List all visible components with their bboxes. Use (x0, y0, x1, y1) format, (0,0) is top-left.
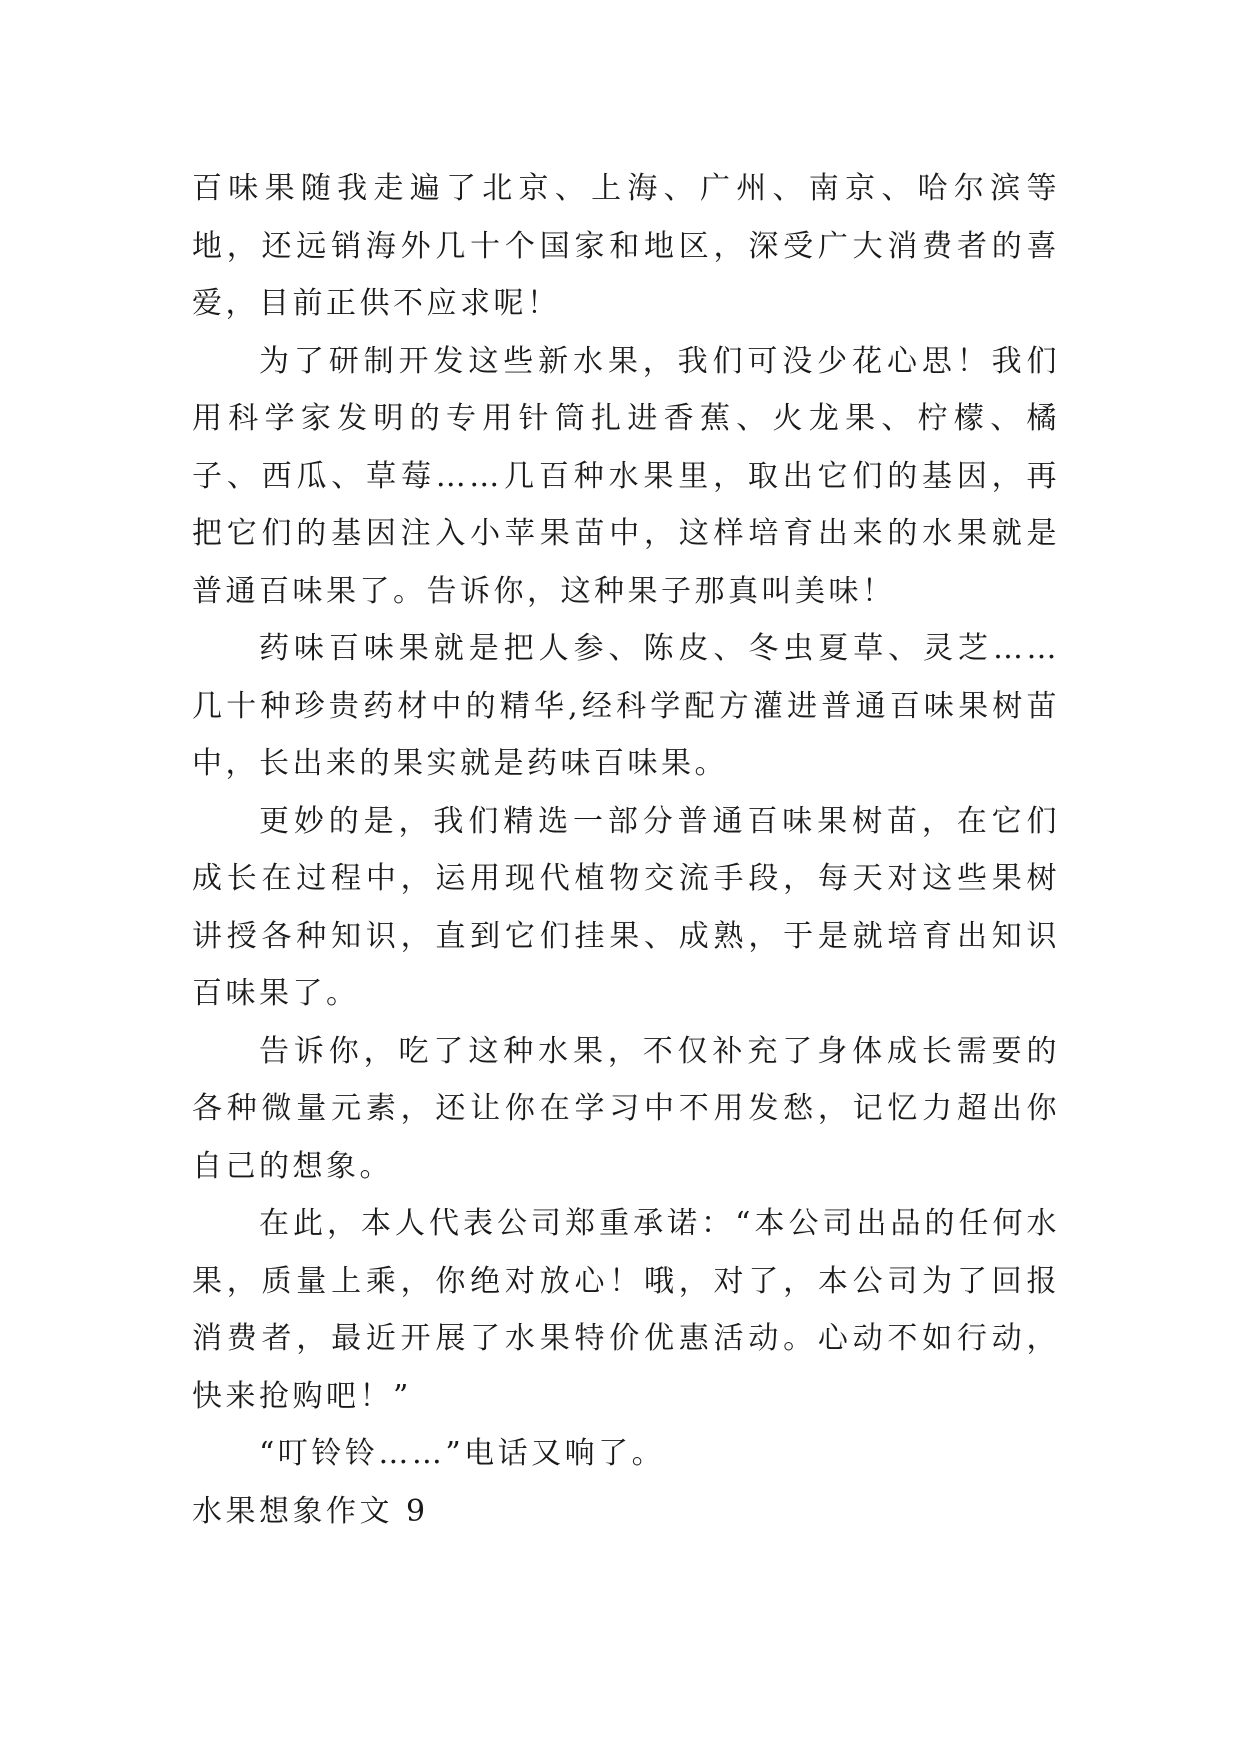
document-body (192, 160, 1060, 1540)
paragraph-2: 为了研制开发这些新水果，我们可没少花心思！我们用科学家发明的专用针筒扎进香蕉、火龙果、柠檬、橘子、西瓜、草莓……几百种水果里，取出它们的基因，再把它们的基因注入小苹果苗中，这样培育出来的水果就是普通百味果了。告诉你，这种果子那真叫美味！ (192, 343, 1060, 609)
section-heading: 水果想象作文 9 (192, 1493, 429, 1529)
paragraph-4: 更妙的是，我们精选一部分普通百味果树苗，在它们成长在过程中，运用现代植物交流手段，每天对这些果树讲授各种知识，直到它们挂果、成熟，于是就培育出知识百味果了。 (192, 803, 1060, 1011)
paragraph-5: 告诉你，吃了这种水果，不仅补充了身体成长需要的各种微量元素，还让你在学习中不用发愁，记忆力超出你自己的想象。 (192, 1033, 1060, 1184)
paragraph-1: 百味果随我走遍了北京、上海、广州、南京、哈尔滨等地，还远销海外几十个国家和地区，深受广大消费者的喜爱，目前正供不应求呢！ (192, 171, 1060, 321)
paragraph-6: 在此，本人代表公司郑重承诺：“本公司出品的任何水果，质量上乘，你绝对放心！哦，对了，本公司为了回报消费者，最近开展了水果特价优惠活动。心动不如行动，快来抢购吧！” (192, 1206, 1060, 1414)
paragraph-3: 药味百味果就是把人参、陈皮、冬虫夏草、灵芝……几十种珍贵药材中的精华,经科学配方灌进普通百味果树苗中，长出来的果实就是药味百味果。 (192, 631, 1060, 781)
paragraph-7: “叮铃铃……”电话又响了。 (259, 1436, 666, 1471)
